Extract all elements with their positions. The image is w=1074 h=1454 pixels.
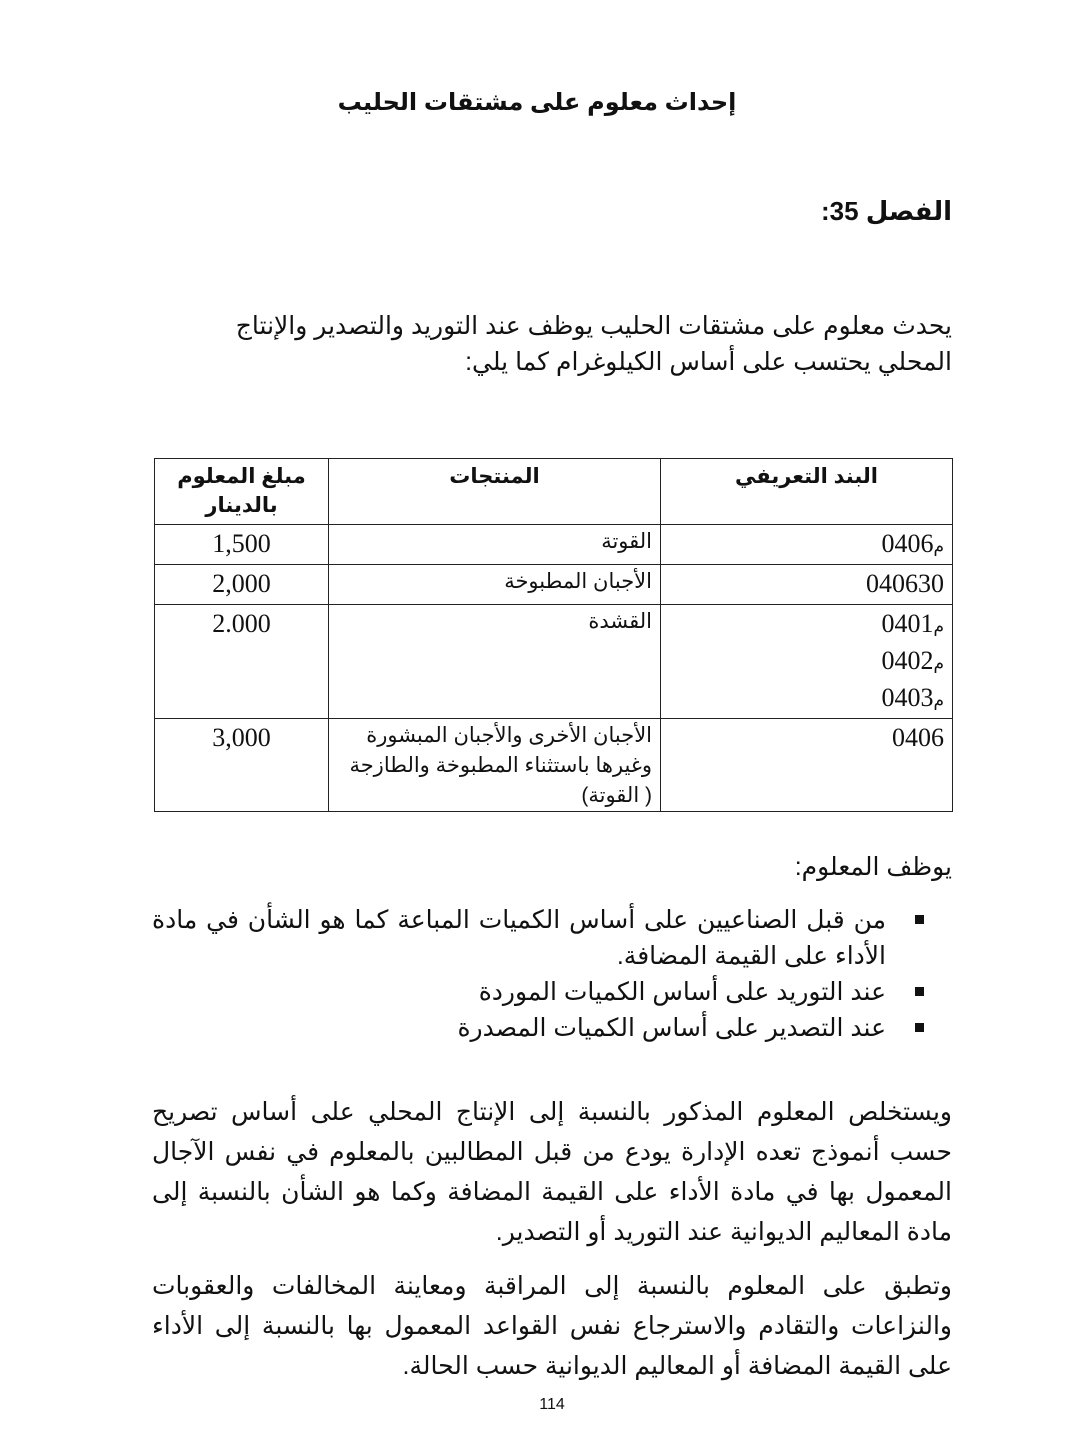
code-number: 0402 [881,646,934,675]
product-cell: الأجبان المطبوخة [329,565,661,605]
table-header-row [155,459,953,525]
amount-cell: 2.000 [155,605,329,719]
tariff-code [669,607,944,644]
list-item-text: عند التصدير على أساس الكميات المصدرة [457,1014,886,1042]
square-bullet-icon [915,987,924,996]
product-cell: الأجبان الأخرى والأجبان المبشورة وغيرها باستثناء المطبوخة والطازجة ( القوتة) [329,719,661,812]
header-tariff-item: البند التعريفي [661,459,953,525]
tariff-code [669,644,944,681]
tariff-table [154,458,953,812]
header-products: المنتجات [329,459,661,525]
tariff-code-cell [661,565,953,605]
tariff-code [669,681,944,718]
tariff-code-cell [661,525,953,565]
code-prefix: م [933,654,944,673]
list-item [152,1010,952,1046]
code-prefix: م [933,691,944,710]
code-number: 0406 [892,723,944,752]
code-number: 0401 [881,609,934,638]
table-row [155,605,953,719]
tariff-code [669,567,944,604]
code-number: 0403 [881,683,934,712]
code-number: 040630 [866,569,944,598]
page-title: إحداث معلوم على مشتقات الحليب [337,89,737,116]
tariff-code [669,721,944,758]
amount-cell: 3,000 [155,719,329,812]
tariff-code-cell [661,719,953,812]
intro-paragraph: يحدث معلوم على مشتقات الحليب يوظف عند التوريد والتصدير والإنتاج المحلي يحتسب على أساس الكيلوغرام كما يلي: [235,312,952,376]
rules-paragraph: وتطبق على المعلوم بالنسبة إلى المراقبة ومعاينة المخالفات والعقوبات والنزاعات والتقادم والاسترجاع نفس القواعد المعمول بها بالنسبة إلى الأداء على القيمة المضافة أو المعاليم الديوانية حسب الحالة. [152,1272,952,1380]
product-cell: القوتة [329,525,661,565]
table-row [155,719,953,812]
collection-paragraph: ويستخلص المعلوم المذكور بالنسبة إلى الإنتاج المحلي على أساس تصريح حسب أنموذج تعده الإدارة يودع من قبل المطالبين بالمعلوم في نفس الآجال المعمول بها في مادة الأداء على القيمة المضافة وكما هو الشأن بالنسبة إلى مادة المعاليم الديوانية عند التوريد أو التصدير. [152,1098,952,1246]
code-prefix: م [933,537,944,556]
chapter-heading: الفصل 35: [820,196,952,226]
levy-list [152,902,952,1046]
header-amount: مبلغ المعلوم بالدينار [155,459,329,525]
tariff-code [669,527,944,564]
levy-heading: يوظف المعلوم: [794,853,952,881]
tariff-code-cell [661,605,953,719]
list-item-text: من قبل الصناعيين على أساس الكميات المباعة كما هو الشأن في مادة الأداء على القيمة المضافة. [152,906,886,970]
amount-cell: 2,000 [155,565,329,605]
code-prefix: م [933,617,944,636]
square-bullet-icon [915,915,924,924]
table-row [155,565,953,605]
page-number: 114 [539,1396,565,1413]
table-row [155,525,953,565]
square-bullet-icon [915,1023,924,1032]
code-number: 0406 [881,529,934,558]
product-cell: القشدة [329,605,661,719]
list-item [152,974,952,1010]
list-item-text: عند التوريد على أساس الكميات الموردة [478,978,886,1006]
list-item [152,902,952,974]
amount-cell: 1,500 [155,525,329,565]
